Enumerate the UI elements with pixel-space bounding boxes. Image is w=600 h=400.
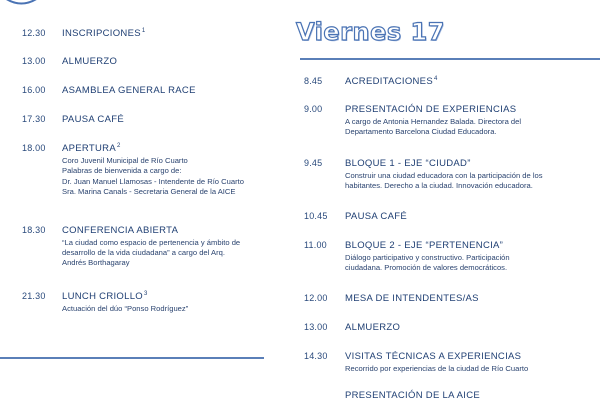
- footnote-marker: 2: [116, 143, 121, 149]
- description-line: Sra. Marina Canals - Secretaria General de la AICE: [62, 186, 236, 196]
- entry-body: [345, 240, 595, 273]
- description-line: Recorrido por experiencias de la ciudad de Río Cuarto: [345, 364, 529, 373]
- entry-description: [345, 171, 595, 191]
- description-line: A cargo de Antonia Hernandez Balada. Directora del: [345, 117, 522, 126]
- entry-title-text: ALMUERZO: [345, 322, 401, 333]
- description-line: Coro Juvenil Municipal de Río Cuarto: [62, 156, 188, 166]
- entry-time: 18.00: [22, 143, 46, 153]
- entry-description: [345, 117, 595, 137]
- entry-time: 16.00: [22, 85, 46, 95]
- entry-body: [345, 390, 595, 400]
- entry-title-text: BLOQUE 2 - EJE “PERTENENCIA”: [345, 240, 504, 251]
- entry-title: [345, 240, 595, 251]
- entry-title-text: ACREDITACIONES: [345, 76, 433, 88]
- entry-title: [62, 28, 270, 39]
- footnote-marker: 4: [433, 76, 438, 82]
- entry-title: [345, 322, 595, 333]
- entry-body: [62, 291, 270, 314]
- description-line: Dr. Juan Manuel Llamosas - Intendente de Río Cuarto: [62, 176, 244, 186]
- entry-time: 10.45: [304, 211, 328, 221]
- entry-title-text: LUNCH CRIOLLO: [62, 291, 143, 303]
- schedule-day-friday: [300, 0, 600, 400]
- entry-title: [345, 104, 595, 115]
- entry-title: [62, 85, 270, 96]
- footnote-marker: 3: [143, 291, 148, 297]
- entry-time: 13.00: [22, 56, 46, 66]
- entry-title: [62, 291, 270, 302]
- entry-body: [345, 211, 595, 222]
- entry-title: [62, 56, 270, 67]
- entry-time: 14.30: [304, 351, 328, 361]
- entry-title-text: PRESENTACIÓN DE EXPERIENCIAS: [345, 104, 517, 115]
- entry-description: [62, 238, 270, 269]
- section-divider: [0, 357, 264, 359]
- footnote-marker: 1: [141, 28, 146, 34]
- entry-body: [345, 322, 595, 333]
- entry-body: [62, 225, 270, 269]
- entry-description: [345, 364, 595, 374]
- entry-title: [345, 351, 595, 362]
- description-line: Palabras de bienvenida a cargo de:: [62, 166, 182, 176]
- entry-title: [345, 390, 595, 400]
- entry-title-text: PRESENTACIÓN DE LA AICE: [345, 390, 481, 400]
- entry-title-text: INSCRIPCIONES: [62, 28, 141, 40]
- entry-body: [345, 293, 595, 304]
- description-line: Andrés Borthagaray: [62, 258, 130, 268]
- entry-body: [62, 28, 270, 39]
- entry-time: 21.30: [22, 291, 46, 301]
- entry-title: [345, 293, 595, 304]
- entry-body: [345, 158, 595, 191]
- entry-title-text: VISITAS TÉCNICAS A EXPERIENCIAS: [345, 351, 522, 362]
- entry-time: 11.00: [304, 240, 327, 250]
- entry-body: [345, 351, 595, 374]
- entry-body: [62, 143, 270, 197]
- entry-title: [345, 76, 595, 87]
- entry-body: [62, 85, 270, 96]
- entry-time: 18.30: [22, 225, 46, 235]
- entry-title: [62, 225, 270, 236]
- entry-body: [62, 114, 270, 125]
- entry-body: [345, 76, 595, 87]
- description-line: Departamento Barcelona Ciudad Educadora.: [345, 127, 497, 137]
- entry-title: [345, 158, 595, 169]
- entry-title: [62, 143, 270, 154]
- entry-time: 8.45: [304, 76, 323, 86]
- entry-title-text: CONFERENCIA ABIERTA: [62, 225, 179, 236]
- entry-body: [345, 104, 595, 137]
- description-line: Diálogo participativo y constructivo. Participación: [345, 253, 510, 262]
- entry-title-text: ALMUERZO: [62, 56, 118, 67]
- entry-time: 13.00: [304, 322, 328, 332]
- entry-time: 12.30: [22, 28, 46, 38]
- entry-title-text: PAUSA CAFÉ: [62, 114, 124, 125]
- entry-title-text: ASAMBLEA GENERAL RACE: [62, 85, 196, 96]
- entry-title: [62, 114, 270, 125]
- entry-time: 9.45: [304, 158, 323, 168]
- entry-title-text: MESA DE INTENDENTES/AS: [345, 293, 479, 304]
- entry-time: 9.00: [304, 104, 323, 114]
- entry-title: [345, 211, 595, 222]
- description-line: Construir una ciudad educadora con la participación de los: [345, 171, 543, 180]
- description-line: desarrollo de la vida ciudadana” a cargo del Arq.: [62, 248, 225, 258]
- entry-description: [62, 304, 270, 314]
- day-title: Viernes 17: [296, 18, 445, 46]
- description-line: Actuación del dúo “Ponso Rodríguez”: [62, 304, 189, 314]
- entry-body: [62, 56, 270, 67]
- description-line: ciudadana. Promoción de valores democráticos.: [345, 263, 508, 273]
- description-line: “La ciudad como espacio de pertenencia y ámbito de: [62, 238, 241, 247]
- entry-title-text: APERTURA: [62, 143, 116, 155]
- description-line: habitantes. Derecho a la ciudad. Innovación educadora.: [345, 181, 533, 191]
- entry-title-text: BLOQUE 1 - EJE “CIUDAD”: [345, 158, 471, 169]
- entry-title-text: PAUSA CAFÉ: [345, 211, 407, 222]
- entry-time: 12.00: [304, 293, 328, 303]
- entry-time: 17.30: [22, 114, 46, 124]
- schedule-day-one: [0, 0, 270, 400]
- entry-description: [345, 253, 595, 273]
- entry-description: [62, 156, 270, 197]
